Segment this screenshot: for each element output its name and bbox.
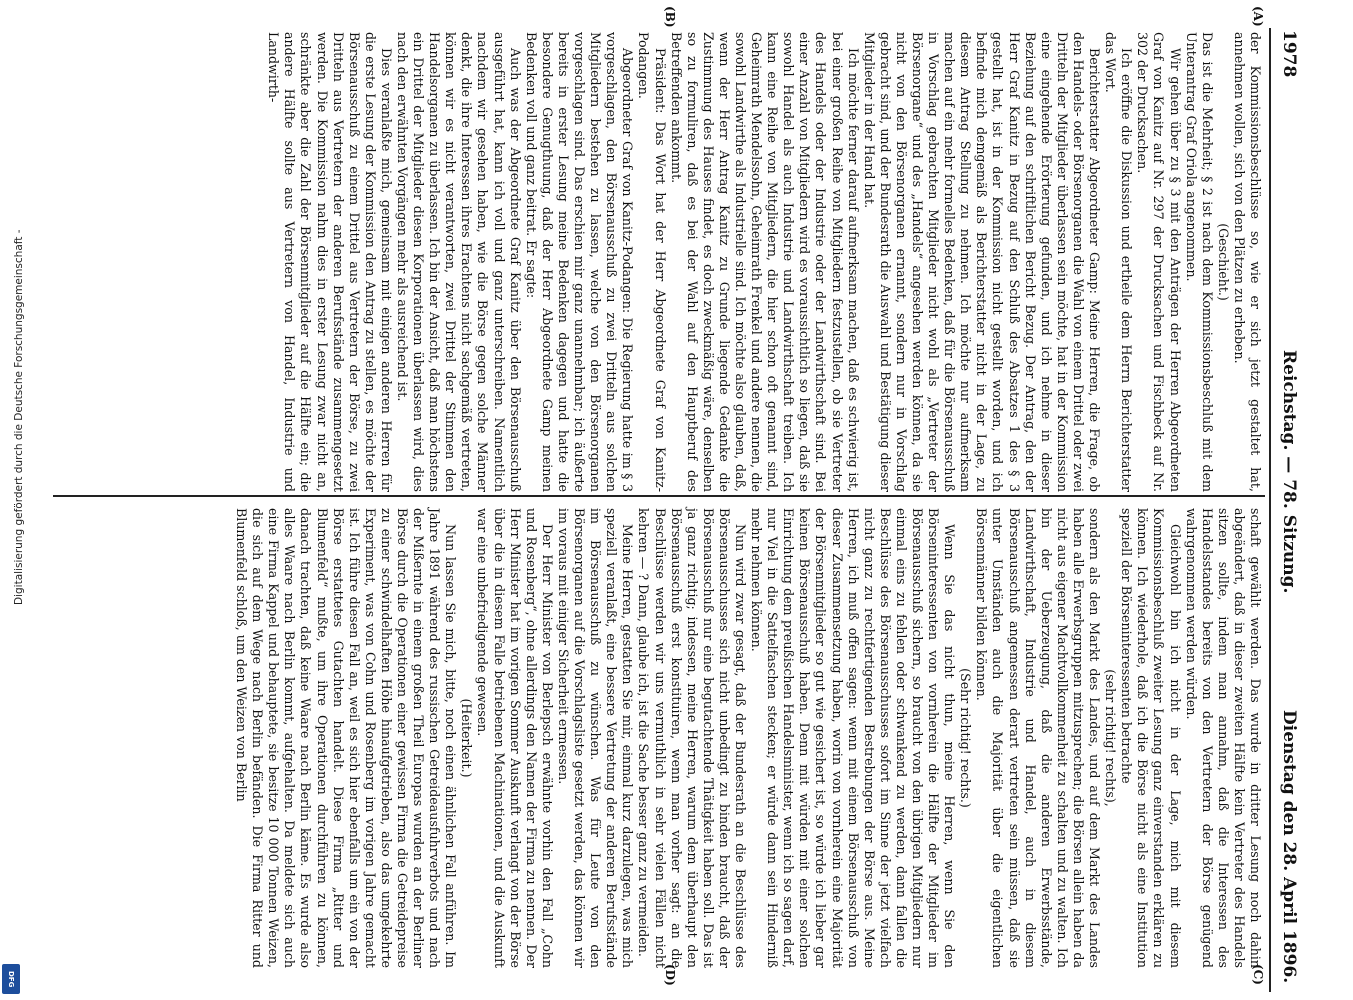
paragraph: Gleichwohl bin ich nicht in der Lage, mich mit diesem Kommissionsbeschluß zweiter Lesung ganz einverstanden erklären zu können. Ich wiederhole, daß ich die Börse nicht als eine Institution speziell der Börseninteressenten betrachte <box>1119 508 1183 968</box>
paragraph: schaft gewählt werden. Das wurde in dritter Lesung noch dahin abgeändert, daß in dieser zweiten Hälfte kein Vertreter des Handels sitzen sollte, indem man annahm, daß die Interessen des Handelsstandes bereits von den Vertretern der Börse genügend wahrgenommen werden würden. <box>1183 508 1263 968</box>
page-number: 1978 <box>1279 30 1299 78</box>
digitization-sidebar <box>0 0 24 1000</box>
margin-mark-c: (C) <box>1251 964 1265 985</box>
margin-mark-a: (A) <box>1251 6 1265 27</box>
paragraph: Der Herr Minister von Berlepsch erwähnte vorhin den Fall „Cohn und Rosenberg“, ohne allerdings den Namen der Firma zu nennen. Der Herr Minister hat im vorigen Sommer Auskunft verlangt von der Börse über die in diesem Falle betriebenen Machinationen, und die Auskunft war eine unbefriedigende gewesen. <box>475 508 555 968</box>
paragraph: Das ist die Mehrheit; § 2 ist nach dem Kommissionsbeschluß mit dem Unterantrag Graf Oriola angenommen. <box>1183 32 1215 492</box>
digitization-note: Digitalisierung gefördert durch die Deutsche Forschungsgemeinschaft - <box>13 229 25 605</box>
header-rule <box>1269 28 1271 992</box>
paragraph: Nun lassen Sie mich, bitte, noch einen ähnlichen Fall anführen. Im Jahre 1891 während des russischen Getreideausfuhrverbots und nach der Mißernte in einem großen Theil Europas wurden an der Berliner Börse durch die Operationen einer gewissen Firma die Getreidepreise zu einer schwindelhaften Höhe hinaufgetrieben, also das umgekehrte Experiment, was von Cohn und Rosenberg im vorigen Jahre gemacht ist. Ich führe diesen Fall an, weil es sich hier ebenfalls um ein von der Börse erstattetes Gutachten handelt. Diese Firma „Ritter und Blumenfeld“ mußte, um ihre Operationen durchführen zu können, danach trachten, daß keine Waare nach Berlin käme. Es wurde also alles Waare nach Berlin kommt, aufgehalten. Da meldete sich auch eine Firma Kappel und behauptete, sie besitze 10 000 Tonnen Weizen, die sich auf dem Wege nach Berlin befänden. Die Firma Ritter und Blumenfeld schloß, um den Weizen von Berlin <box>234 508 459 968</box>
paragraph: Wenn Sie das nicht thun, meine Herren, wenn Sie den Börseninteressenten von vornherein die Hälfte der Mitglieder im Börsenausschuß sichern, so braucht von den übrigen Mitgliedern nur einmal eins zu fehlen oder schwankend zu werden, dann fallen die Beschlüsse des Börsenausschusses sofort im Sinne der jetzt vielfach nicht ganz zu rechtfertigenden Bestrebungen der Börse aus. Meine Herren, ich muß offen sagen: wenn mit einem Börsenausschuß von dieser Zusammensetzung haben, worin von vornherein eine Majorität der Börsenmitglieder so gut wie gesichert ist, so würde ich lieber gar keinen Börsenausschuß haben. Denn mit würden mit einer solchen Einrichtung dem preußischen Handelsminister, wenn ich so sagen darf, nur Viel in die Sattelfaschen stecken; er würde dann sein Hinderniß mehr nehmen können. <box>749 508 958 968</box>
paragraph: sondern als den Markt des Landes, und auf dem Markt des Landes haben alle Erwerbsgruppen mitzusprechen; die Börsen allein haben da nicht aus eigener Machtvollkommenheit zu schalten und zu walten. Ich bin der Ueberzeugung, daß die anderen Erwerbsstände, Landwirthschaft, Industrie und Handel, auch in diesem Börsenausschuß angemessen derart vertreten sein müssen, daß sie unter Umständen auch die Majorität über die eigentlichen Börsenmänner bilden können. <box>974 508 1103 968</box>
paragraph: (Heiterkeit.) <box>459 698 475 778</box>
paragraph: Meine Herren, gestatten Sie mir, einmal kurz darzulegen, was mich speziell veranlaßt, eine bessere Vertretung der anderen Berufsstände im Börsenausschuß zu wünschen. Was für Leute von den Börsenorganen auf die Vorschlagsliste gesetzt werden, das können wir im voraus mit einiger Sicherheit ermessen. <box>555 508 636 968</box>
paragraph: Ich eröffne die Diskussion und ertheile dem Herrn Berichterstatter das Wort. <box>1103 32 1135 492</box>
paragraph: Berichterstatter Abgeordneter Gamp: Meine Herren, die Frage, ob den Handels- oder Börsenorganen die Wahl von einem Drittel oder zwei Dritteln der Mitglieder überlassen sein möchte, hat in der Kommission eine eingehende Erörterung gefunden, und ich nehme in dieser Beziehung auf den schriftlichen Bericht Bezug. Der Antrag, den der Herr Graf Kanitz in Bezug auf den Schluß des Absatzes 1 des § 3 gestellt hat, ist in der Kommission nicht gestellt worden, und ich befinde mich demgemäß als Berichterstatter nicht in der Lage, zu diesem Antrag Stellung zu nehmen. Ich möchte nur aufmerksam machen auf ein mehr formelles Bedenken, daß für die Börsenausschuß in Vorschlag gebrachten Mitglieder nicht wohl als „Vertreter der Börsenorgane“ und des „Handels“ angesehen werden können, da sie nicht von den Börsenorganen ernannt, sondern nur in Vorschlag gebracht sind, und der Bundesrath die Auswahl und Bestätigung dieser Mitglieder in der Hand hat. <box>861 32 1103 492</box>
paragraph: der Kommissionsbeschlüsse so, wie er sich jetzt gestaltet hat, annehmen wollen, sich von den Plätzen zu erheben. <box>1231 32 1263 492</box>
margin-mark-b: (B) <box>663 6 677 28</box>
margin-mark-d: (D) <box>663 964 677 986</box>
newspaper-page <box>47 0 1305 1000</box>
issue-date: Dienstag den 28. April 1896. <box>1279 710 1299 984</box>
paragraph: Präsident: Das Wort hat der Herr Abgeordnete Graf von Kanitz-Podangen. <box>636 32 668 492</box>
running-title: Reichstag. — 78. Sitzung. <box>1279 350 1299 594</box>
paragraph: (sehr richtig! rechts), <box>1103 669 1119 807</box>
paragraph: Nun wird zwar gesagt, daß der Bundesrath an die Beschlüsse des Börsenausschusses sich nicht unbedingt zu binden braucht, daß der Börsenausschuß nur eine begutachtende Thätigkeit haben soll. Das ist ja ganz richtig; indessen, meine Herren, warum dem überhaupt den Börsenausschuß erst konstituiren, wenn man vorher sagt: an die Beschlüsse werden wir uns vermuthlich in sehr vielen Fällen nicht kehren — ? Dann, glaube ich, ist die Sache besser ganz zu vermeiden. <box>636 508 748 968</box>
paragraph: Abgeordneter Graf von Kanitz-Podangen: Die Regierung hatte im § 3 vorgeschlagen, den Börsenausschuß zu zwei Dritteln aus solchen Mitgliedern bestehen zu lassen, welche von den Börsenorganen vorgeschlagen sind. Das erschien mir ganz unannehmbar; ich äußerte bereits in erster Lesung meine Bedenken dagegen und hatte die besondere Genugthuung, daß der Herr Abgeordnete Gamp meinen Bedenken voll und ganz beitrat. Er sagte: <box>523 32 636 492</box>
paragraph: (Sehr richtig! rechts.) <box>958 668 974 808</box>
paragraph: Auch was der Abgeordnete Graf Kanitz über den Börsenausschuß ausgeführt hat, kann ich voll und ganz unterschreiben. Namentlich nachdem wir gesehen haben, wie die Börse gegen solche Männer denkt, die ihre Interessen ihres Erachtens nicht sachgemäß vertreten, können wir es nicht verantworten, zwei Drittel der Stimmen den Handelsorganen zu überlassen. Ich bin der Ansicht, daß man höchstens ein Drittel der Mitglieder diesen Korporationen überlassen wird, dies nach den erwähnten Vorgängen mehr als ausreichend ist. <box>395 32 523 492</box>
right-text-column <box>233 508 1263 968</box>
paragraph: Ich möchte ferner darauf aufmerksam machen, daß es schwierig ist, bei einer großen Reihe von Mitgliedern festzustellen, ob sie Vertreter des Handels oder der Industrie oder der Landwirthschaft sind. Bei einer Anzahl von Mitgliedern wird es voraussichtlich so liegen, daß sie sowohl Handel als auch Industrie und Landwirthschaft treiben. Ich kann eine Reihe von Mitgliedern, die hier schon oft genannt sind, Geheimrath Mendelssohn, Geheimrath Frenkel und andere nennen, die sowohl Landwirthe als Industrielle sind. Ich möchte also glauben, daß, wenn der Herr Antrag Kanitz zu Grunde liegende Gedanke die Zustimmung des Hauses findet, es doch zweckmäßig wäre, denselben so zu formuliren, daß es bei der Wahl auf den Hauptberuf des Betreffenden ankommt. <box>668 32 861 492</box>
left-text-column <box>265 32 1263 492</box>
paragraph: Wir gehen über zu § 3 mit den Anträgen der Herren Abgeordneten Graf von Kanitz auf Nr. 297 der Drucksachen und Fischbeck auf Nr. 302 der Drucksachen. <box>1135 32 1183 492</box>
dfg-logo: DFG <box>2 964 20 994</box>
column-divider <box>53 495 1265 497</box>
paragraph: (Geschieht.) <box>1215 223 1231 301</box>
paragraph: Dies veranlaßte mich, gemeinsam mit einigen anderen Herren für die erste Lesung der Kommission den Antrag zu stellen, es möchte der Börsenausschuß zu einem Drittel aus Vertretern der Börse, zu zwei Dritteln aus Vertretern der anderen Berufsstände zusammengesetzt werden. Die Kommission nahm dies in erster Lesung zwar nicht an, schränkte aber die Zahl der Börsenmitglieder auf die Hälfte ein; die andere Hälfte sollte aus Vertretern von Handel, Industrie und Landwirth- <box>266 32 394 492</box>
